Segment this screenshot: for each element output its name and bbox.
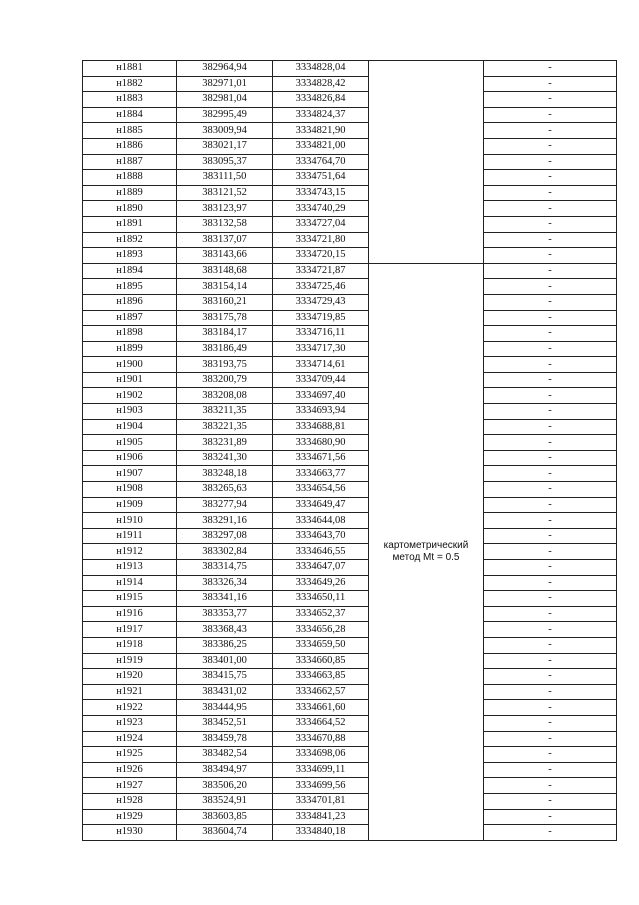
table-row <box>83 185 617 201</box>
y-coordinate-cell: 3334751,64 <box>273 170 369 186</box>
y-coordinate-cell: 3334727,04 <box>273 216 369 232</box>
table-row <box>83 419 617 435</box>
table-row <box>83 747 617 763</box>
table-row <box>83 279 617 295</box>
y-coordinate-cell: 3334828,42 <box>273 76 369 92</box>
point-id-cell: н1885 <box>83 123 177 139</box>
x-coordinate-cell: 383326,34 <box>177 575 273 591</box>
point-id-cell: н1924 <box>83 731 177 747</box>
point-id-cell: н1909 <box>83 497 177 513</box>
point-id-cell: н1927 <box>83 778 177 794</box>
x-coordinate-cell: 383148,68 <box>177 263 273 279</box>
table-row <box>83 778 617 794</box>
description-cell: - <box>484 497 617 513</box>
point-id-cell: н1911 <box>83 528 177 544</box>
point-id-cell: н1921 <box>83 684 177 700</box>
y-coordinate-cell: 3334680,90 <box>273 435 369 451</box>
description-cell: - <box>484 388 617 404</box>
y-coordinate-cell: 3334701,81 <box>273 793 369 809</box>
x-coordinate-cell: 383291,16 <box>177 513 273 529</box>
table-row <box>83 372 617 388</box>
description-cell: - <box>484 279 617 295</box>
x-coordinate-cell: 383368,43 <box>177 622 273 638</box>
table-row <box>83 575 617 591</box>
description-cell: - <box>484 61 617 77</box>
description-cell: - <box>484 528 617 544</box>
x-coordinate-cell: 383506,20 <box>177 778 273 794</box>
point-id-cell: н1912 <box>83 544 177 560</box>
description-cell: - <box>484 591 617 607</box>
y-coordinate-cell: 3334841,23 <box>273 809 369 825</box>
y-coordinate-cell: 3334721,87 <box>273 263 369 279</box>
point-id-cell: н1917 <box>83 622 177 638</box>
table-row <box>83 669 617 685</box>
table-row <box>83 357 617 373</box>
y-coordinate-cell: 3334828,04 <box>273 61 369 77</box>
y-coordinate-cell: 3334716,11 <box>273 326 369 342</box>
method-cell-empty <box>369 61 484 264</box>
y-coordinate-cell: 3334764,70 <box>273 154 369 170</box>
description-cell: - <box>484 544 617 560</box>
y-coordinate-cell: 3334717,30 <box>273 341 369 357</box>
table-row <box>83 138 617 154</box>
y-coordinate-cell: 3334649,26 <box>273 575 369 591</box>
y-coordinate-cell: 3334826,84 <box>273 92 369 108</box>
point-id-cell: н1890 <box>83 201 177 217</box>
x-coordinate-cell: 383248,18 <box>177 466 273 482</box>
table-row <box>83 793 617 809</box>
x-coordinate-cell: 383123,97 <box>177 201 273 217</box>
table-row <box>83 809 617 825</box>
y-coordinate-cell: 3334649,47 <box>273 497 369 513</box>
x-coordinate-cell: 383009,94 <box>177 123 273 139</box>
y-coordinate-cell: 3334659,50 <box>273 637 369 653</box>
x-coordinate-cell: 383452,51 <box>177 715 273 731</box>
table-row <box>83 341 617 357</box>
point-id-cell: н1919 <box>83 653 177 669</box>
table-row <box>83 107 617 123</box>
x-coordinate-cell: 383160,21 <box>177 294 273 310</box>
table-row <box>83 606 617 622</box>
table-row <box>83 326 617 342</box>
table-row <box>83 92 617 108</box>
x-coordinate-cell: 383208,08 <box>177 388 273 404</box>
x-coordinate-cell: 382981,04 <box>177 92 273 108</box>
table-row <box>83 388 617 404</box>
x-coordinate-cell: 383241,30 <box>177 450 273 466</box>
y-coordinate-cell: 3334664,52 <box>273 715 369 731</box>
y-coordinate-cell: 3334661,60 <box>273 700 369 716</box>
description-cell: - <box>484 107 617 123</box>
description-cell: - <box>484 92 617 108</box>
description-cell: - <box>484 201 617 217</box>
point-id-cell: н1930 <box>83 825 177 841</box>
table-row <box>83 653 617 669</box>
x-coordinate-cell: 383175,78 <box>177 310 273 326</box>
table-row <box>83 715 617 731</box>
x-coordinate-cell: 383231,89 <box>177 435 273 451</box>
x-coordinate-cell: 383095,37 <box>177 154 273 170</box>
x-coordinate-cell: 383604,74 <box>177 825 273 841</box>
y-coordinate-cell: 3334725,46 <box>273 279 369 295</box>
x-coordinate-cell: 383193,75 <box>177 357 273 373</box>
table-row <box>83 825 617 841</box>
table-row <box>83 76 617 92</box>
y-coordinate-cell: 3334643,70 <box>273 528 369 544</box>
y-coordinate-cell: 3334729,43 <box>273 294 369 310</box>
x-coordinate-cell: 383265,63 <box>177 482 273 498</box>
point-id-cell: н1901 <box>83 372 177 388</box>
point-id-cell: н1887 <box>83 154 177 170</box>
table-row <box>83 201 617 217</box>
description-cell: - <box>484 450 617 466</box>
y-coordinate-cell: 3334693,94 <box>273 404 369 420</box>
table-row <box>83 248 617 264</box>
x-coordinate-cell: 383314,75 <box>177 560 273 576</box>
point-id-cell: н1899 <box>83 341 177 357</box>
x-coordinate-cell: 383184,17 <box>177 326 273 342</box>
table-row <box>83 216 617 232</box>
table-row <box>83 497 617 513</box>
description-cell: - <box>484 575 617 591</box>
table-row <box>83 294 617 310</box>
x-coordinate-cell: 383603,85 <box>177 809 273 825</box>
description-cell: - <box>484 715 617 731</box>
table-row <box>83 482 617 498</box>
description-cell: - <box>484 341 617 357</box>
y-coordinate-cell: 3334646,55 <box>273 544 369 560</box>
description-cell: - <box>484 419 617 435</box>
table-row <box>83 263 617 279</box>
description-cell: - <box>484 778 617 794</box>
point-id-cell: н1895 <box>83 279 177 295</box>
y-coordinate-cell: 3334662,57 <box>273 684 369 700</box>
description-cell: - <box>484 435 617 451</box>
description-cell: - <box>484 76 617 92</box>
x-coordinate-cell: 383221,35 <box>177 419 273 435</box>
point-id-cell: н1892 <box>83 232 177 248</box>
y-coordinate-cell: 3334663,77 <box>273 466 369 482</box>
table-row <box>83 591 617 607</box>
x-coordinate-cell: 383132,58 <box>177 216 273 232</box>
point-id-cell: н1889 <box>83 185 177 201</box>
table-row <box>83 700 617 716</box>
point-id-cell: н1896 <box>83 294 177 310</box>
y-coordinate-cell: 3334821,00 <box>273 138 369 154</box>
point-id-cell: н1882 <box>83 76 177 92</box>
x-coordinate-cell: 383494,97 <box>177 762 273 778</box>
description-cell: - <box>484 669 617 685</box>
point-id-cell: н1915 <box>83 591 177 607</box>
x-coordinate-cell: 383386,25 <box>177 637 273 653</box>
x-coordinate-cell: 383401,00 <box>177 653 273 669</box>
description-cell: - <box>484 263 617 279</box>
table-row <box>83 560 617 576</box>
description-cell: - <box>484 372 617 388</box>
description-cell: - <box>484 216 617 232</box>
table-row <box>83 123 617 139</box>
point-id-cell: н1886 <box>83 138 177 154</box>
description-cell: - <box>484 747 617 763</box>
table-row <box>83 435 617 451</box>
description-cell: - <box>484 637 617 653</box>
y-coordinate-cell: 3334697,40 <box>273 388 369 404</box>
x-coordinate-cell: 383111,50 <box>177 170 273 186</box>
y-coordinate-cell: 3334644,08 <box>273 513 369 529</box>
point-id-cell: н1925 <box>83 747 177 763</box>
table-row <box>83 684 617 700</box>
point-id-cell: н1881 <box>83 61 177 77</box>
table-row <box>83 170 617 186</box>
point-id-cell: н1922 <box>83 700 177 716</box>
y-coordinate-cell: 3334663,85 <box>273 669 369 685</box>
x-coordinate-cell: 383302,84 <box>177 544 273 560</box>
description-cell: - <box>484 560 617 576</box>
table-row <box>83 61 617 77</box>
description-cell: - <box>484 185 617 201</box>
description-cell: - <box>484 653 617 669</box>
y-coordinate-cell: 3334719,85 <box>273 310 369 326</box>
x-coordinate-cell: 383021,17 <box>177 138 273 154</box>
point-id-cell: н1891 <box>83 216 177 232</box>
point-id-cell: н1884 <box>83 107 177 123</box>
y-coordinate-cell: 3334654,56 <box>273 482 369 498</box>
table-row <box>83 310 617 326</box>
description-cell: - <box>484 825 617 841</box>
x-coordinate-cell: 383353,77 <box>177 606 273 622</box>
y-coordinate-cell: 3334688,81 <box>273 419 369 435</box>
description-cell: - <box>484 170 617 186</box>
point-id-cell: н1897 <box>83 310 177 326</box>
x-coordinate-cell: 383143,66 <box>177 248 273 264</box>
x-coordinate-cell: 383431,02 <box>177 684 273 700</box>
x-coordinate-cell: 383277,94 <box>177 497 273 513</box>
point-id-cell: н1893 <box>83 248 177 264</box>
description-cell: - <box>484 762 617 778</box>
table-row <box>83 154 617 170</box>
description-cell: - <box>484 606 617 622</box>
x-coordinate-cell: 383200,79 <box>177 372 273 388</box>
description-cell: - <box>484 809 617 825</box>
y-coordinate-cell: 3334660,85 <box>273 653 369 669</box>
x-coordinate-cell: 382995,49 <box>177 107 273 123</box>
description-cell: - <box>484 138 617 154</box>
table-row <box>83 450 617 466</box>
x-coordinate-cell: 383524,91 <box>177 793 273 809</box>
description-cell: - <box>484 700 617 716</box>
y-coordinate-cell: 3334840,18 <box>273 825 369 841</box>
table-row <box>83 528 617 544</box>
y-coordinate-cell: 3334720,15 <box>273 248 369 264</box>
point-id-cell: н1920 <box>83 669 177 685</box>
x-coordinate-cell: 383211,35 <box>177 404 273 420</box>
point-id-cell: н1929 <box>83 809 177 825</box>
description-cell: - <box>484 684 617 700</box>
description-cell: - <box>484 622 617 638</box>
point-id-cell: н1908 <box>83 482 177 498</box>
y-coordinate-cell: 3334699,56 <box>273 778 369 794</box>
table-row <box>83 731 617 747</box>
description-cell: - <box>484 404 617 420</box>
coordinates-table-body <box>83 61 617 841</box>
point-id-cell: н1883 <box>83 92 177 108</box>
x-coordinate-cell: 382964,94 <box>177 61 273 77</box>
x-coordinate-cell: 383459,78 <box>177 731 273 747</box>
point-id-cell: н1898 <box>83 326 177 342</box>
point-id-cell: н1926 <box>83 762 177 778</box>
table-row <box>83 544 617 560</box>
description-cell: - <box>484 326 617 342</box>
y-coordinate-cell: 3334670,88 <box>273 731 369 747</box>
table-row <box>83 762 617 778</box>
y-coordinate-cell: 3334821,90 <box>273 123 369 139</box>
description-cell: - <box>484 232 617 248</box>
point-id-cell: н1913 <box>83 560 177 576</box>
point-id-cell: н1900 <box>83 357 177 373</box>
point-id-cell: н1903 <box>83 404 177 420</box>
description-cell: - <box>484 731 617 747</box>
point-id-cell: н1902 <box>83 388 177 404</box>
x-coordinate-cell: 383444,95 <box>177 700 273 716</box>
table-row <box>83 404 617 420</box>
method-cell: картометрический метод Mt = 0.5 <box>369 263 484 840</box>
x-coordinate-cell: 383121,52 <box>177 185 273 201</box>
point-id-cell: н1914 <box>83 575 177 591</box>
description-cell: - <box>484 123 617 139</box>
description-cell: - <box>484 310 617 326</box>
point-id-cell: н1888 <box>83 170 177 186</box>
y-coordinate-cell: 3334740,29 <box>273 201 369 217</box>
point-id-cell: н1906 <box>83 450 177 466</box>
point-id-cell: н1907 <box>83 466 177 482</box>
y-coordinate-cell: 3334652,37 <box>273 606 369 622</box>
x-coordinate-cell: 382971,01 <box>177 76 273 92</box>
x-coordinate-cell: 383186,49 <box>177 341 273 357</box>
description-cell: - <box>484 357 617 373</box>
point-id-cell: н1904 <box>83 419 177 435</box>
y-coordinate-cell: 3334714,61 <box>273 357 369 373</box>
description-cell: - <box>484 482 617 498</box>
point-id-cell: н1905 <box>83 435 177 451</box>
point-id-cell: н1928 <box>83 793 177 809</box>
table-row <box>83 637 617 653</box>
description-cell: - <box>484 248 617 264</box>
x-coordinate-cell: 383297,08 <box>177 528 273 544</box>
y-coordinate-cell: 3334743,15 <box>273 185 369 201</box>
x-coordinate-cell: 383154,14 <box>177 279 273 295</box>
y-coordinate-cell: 3334650,11 <box>273 591 369 607</box>
description-cell: - <box>484 466 617 482</box>
coordinates-table <box>82 60 617 841</box>
y-coordinate-cell: 3334671,56 <box>273 450 369 466</box>
point-id-cell: н1910 <box>83 513 177 529</box>
x-coordinate-cell: 383137,07 <box>177 232 273 248</box>
point-id-cell: н1923 <box>83 715 177 731</box>
point-id-cell: н1916 <box>83 606 177 622</box>
table-row <box>83 513 617 529</box>
table-row <box>83 232 617 248</box>
table-row <box>83 622 617 638</box>
y-coordinate-cell: 3334699,11 <box>273 762 369 778</box>
y-coordinate-cell: 3334647,07 <box>273 560 369 576</box>
y-coordinate-cell: 3334709,44 <box>273 372 369 388</box>
x-coordinate-cell: 383415,75 <box>177 669 273 685</box>
y-coordinate-cell: 3334721,80 <box>273 232 369 248</box>
description-cell: - <box>484 793 617 809</box>
description-cell: - <box>484 294 617 310</box>
description-cell: - <box>484 154 617 170</box>
x-coordinate-cell: 383482,54 <box>177 747 273 763</box>
point-id-cell: н1894 <box>83 263 177 279</box>
x-coordinate-cell: 383341,16 <box>177 591 273 607</box>
point-id-cell: н1918 <box>83 637 177 653</box>
y-coordinate-cell: 3334656,28 <box>273 622 369 638</box>
y-coordinate-cell: 3334698,06 <box>273 747 369 763</box>
description-cell: - <box>484 513 617 529</box>
y-coordinate-cell: 3334824,37 <box>273 107 369 123</box>
table-row <box>83 466 617 482</box>
